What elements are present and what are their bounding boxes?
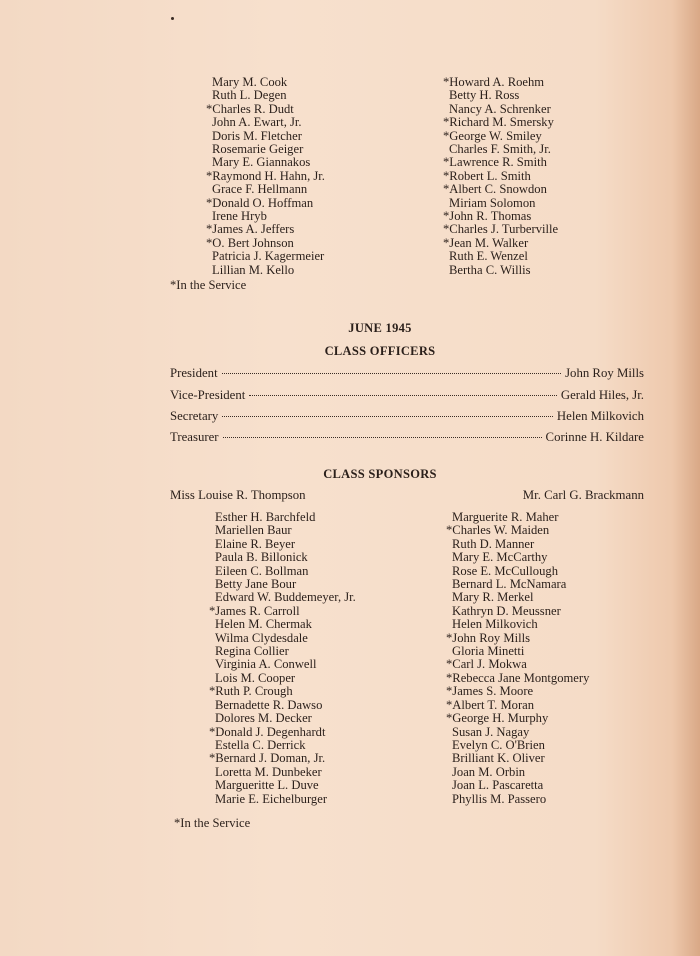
name-entry: *Donald J. Degenhardt <box>209 724 326 739</box>
name-entry: *James R. Carroll <box>209 603 300 618</box>
name-entry: Bernadette R. Dawso <box>215 697 323 712</box>
name-entry: Mary R. Merkel <box>452 590 534 605</box>
june-left-name-list <box>209 511 356 806</box>
name-entry: *John Roy Mills <box>446 630 530 645</box>
dot-leader <box>222 373 561 374</box>
name-entry: Mary M. Cook <box>212 75 288 89</box>
officer-role: President <box>170 366 218 380</box>
name-entry: *Albert T. Moran <box>446 697 535 712</box>
name-entry: Eileen C. Bollman <box>215 563 309 578</box>
name-entry: Doris M. Fletcher <box>212 128 302 143</box>
name-entry: Bernard L. McNamara <box>452 577 567 592</box>
dot-leader <box>249 395 557 396</box>
name-entry: John A. Ewart, Jr. <box>212 115 302 130</box>
name-entry: Margueritte L. Duve <box>215 778 319 793</box>
officer-name: Gerald Hiles, Jr. <box>560 388 644 402</box>
officer-row <box>170 409 644 424</box>
service-footnote-bottom: *In the Service <box>174 816 251 830</box>
name-entry: Esther H. Barchfeld <box>215 510 316 524</box>
officer-role: Vice-President <box>170 388 246 402</box>
sponsor-right: Mr. Carl G. Brackmann <box>522 488 644 502</box>
name-entry: *Albert C. Snowdon <box>443 182 547 197</box>
name-entry: Regina Collier <box>215 644 289 659</box>
name-entry: Elaine R. Beyer <box>215 536 296 551</box>
name-entry: *John R. Thomas <box>443 209 532 224</box>
name-entry: *Jean M. Walker <box>443 235 529 250</box>
name-entry: Susan J. Nagay <box>452 724 530 739</box>
name-entry: *Charles W. Maiden <box>446 523 550 538</box>
name-entry: Dolores M. Decker <box>215 711 312 726</box>
name-entry: Bertha C. Willis <box>449 262 531 277</box>
name-entry: Patricia J. Kagermeier <box>212 249 325 264</box>
name-entry: *Robert L. Smith <box>443 168 531 183</box>
name-entry: Mary E. Giannakos <box>212 155 311 170</box>
name-entry: Brilliant K. Oliver <box>452 751 545 766</box>
top-right-name-list <box>443 76 558 277</box>
name-entry: *James S. Moore <box>446 684 534 699</box>
officer-name: Corinne H. Kildare <box>545 430 644 444</box>
name-entry: *George H. Murphy <box>446 711 549 726</box>
name-entry: Joan M. Orbin <box>452 764 526 779</box>
name-entry: *George W. Smiley <box>443 128 542 143</box>
name-entry: Gloria Minetti <box>452 644 525 659</box>
name-entry: Virginia A. Conwell <box>215 657 317 672</box>
officer-name: John Roy Mills <box>565 366 644 380</box>
name-entry: Nancy A. Schrenker <box>449 101 551 116</box>
top-left-name-list <box>206 76 325 277</box>
dot-leader <box>223 437 542 438</box>
name-entry: Marie E. Eichelburger <box>215 791 328 806</box>
dot-leader <box>222 416 553 417</box>
name-entry: *Howard A. Roehm <box>443 75 545 89</box>
name-entry: Wilma Clydesdale <box>215 630 308 645</box>
name-entry: *Rebecca Jane Montgomery <box>446 670 590 685</box>
name-entry: Loretta M. Dunbeker <box>215 764 322 779</box>
name-entry: Lois M. Cooper <box>215 670 296 685</box>
name-entry: Grace F. Hellmann <box>212 182 308 197</box>
name-entry: Joan L. Pascaretta <box>452 778 544 793</box>
name-entry: Phyllis M. Passero <box>452 791 547 806</box>
name-entry: *Lawrence R. Smith <box>443 155 547 170</box>
name-entry: Betty H. Ross <box>449 88 520 103</box>
name-entry: *Carl J. Mokwa <box>446 657 527 672</box>
june-right-name-list <box>446 511 589 806</box>
name-entry: *O. Bert Johnson <box>206 235 294 250</box>
name-entry: Betty Jane Bour <box>215 577 297 592</box>
june-heading: JUNE 1945 <box>348 321 412 335</box>
name-entry: *Charles R. Dudt <box>206 101 294 116</box>
name-entry: *Bernard J. Doman, Jr. <box>209 751 326 766</box>
name-entry: Helen M. Chermak <box>215 617 312 632</box>
officer-row <box>170 366 644 381</box>
name-entry: Miriam Solomon <box>449 195 536 210</box>
name-entry: Kathryn D. Meussner <box>452 603 561 618</box>
class-sponsors-heading: CLASS SPONSORS <box>323 467 437 481</box>
officer-role: Secretary <box>170 409 219 423</box>
class-officers-heading: CLASS OFFICERS <box>324 344 436 358</box>
paper-speck <box>171 17 174 20</box>
officer-row <box>170 430 644 445</box>
name-entry: Charles F. Smith, Jr. <box>449 142 551 157</box>
name-entry: Mariellen Baur <box>215 523 292 538</box>
name-entry: Edward W. Buddemeyer, Jr. <box>215 590 356 605</box>
name-entry: Evelyn C. O'Brien <box>452 737 545 752</box>
name-entry: *Raymond H. Hahn, Jr. <box>206 168 325 183</box>
name-entry: Irene Hryb <box>212 209 267 224</box>
name-entry: *Donald O. Hoffman <box>206 195 314 210</box>
name-entry: Helen Milkovich <box>452 617 538 632</box>
name-entry: *Ruth P. Crough <box>209 684 293 699</box>
name-entry: Rosemarie Geiger <box>212 142 304 157</box>
officer-row <box>170 388 644 403</box>
service-footnote-top: *In the Service <box>170 278 247 292</box>
name-entry: *Charles J. Turberville <box>443 222 559 237</box>
name-entry: Estella C. Derrick <box>215 737 306 752</box>
name-entry: Marguerite R. Maher <box>452 510 559 524</box>
name-entry: Ruth L. Degen <box>212 88 287 103</box>
name-entry: Ruth E. Wenzel <box>449 249 528 264</box>
officer-name: Helen Milkovich <box>556 409 644 423</box>
name-entry: *Richard M. Smersky <box>443 115 554 130</box>
officer-role: Treasurer <box>170 430 219 444</box>
name-entry: *James A. Jeffers <box>206 222 295 237</box>
name-entry: Ruth D. Manner <box>452 536 535 551</box>
sponsor-left: Miss Louise R. Thompson <box>170 488 306 502</box>
name-entry: Rose E. McCullough <box>452 563 558 578</box>
name-entry: Mary E. McCarthy <box>452 550 548 565</box>
name-entry: Lillian M. Kello <box>212 262 295 277</box>
name-entry: Paula B. Billonick <box>215 550 308 565</box>
